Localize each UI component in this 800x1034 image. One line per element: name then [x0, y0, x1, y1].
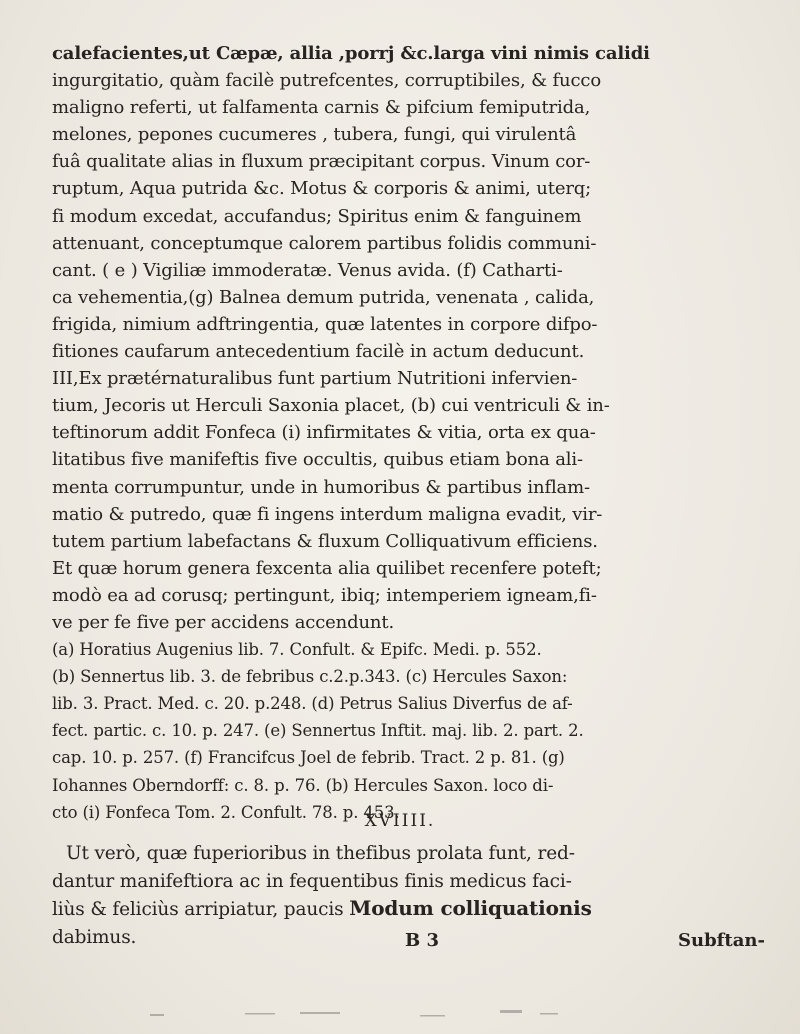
text-line: dantur manifeftiora ac in fequentibus finis medicus faci- [52, 870, 572, 892]
footnote-line: lib. 3. Pract. Med. c. 20. p.248. (d) Petrus Salius Diverfus de af- [52, 694, 573, 714]
section-number: XVIIII. [364, 811, 436, 831]
text-line: dabimus. [52, 926, 137, 948]
text-line: Ut verò, quæ fuperioribus in thefibus prolata funt, red- [66, 843, 575, 864]
text-line: ca vehementia,(g) Balnea demum putrida, venenata , calida, [52, 286, 595, 308]
text-line: maligno referti, ut falfamenta carnis & pifcium femiputrida, [52, 97, 591, 119]
paper-specks [0, 1000, 800, 1030]
catchword: Subftan- [678, 930, 765, 951]
footnote-line: cap. 10. p. 257. (f) Francifcus Joel de febrib. Tract. 2 p. 81. (g) [52, 748, 565, 768]
text-line: calefacientes,ut Cæpæ, allia ,porrj &c.larga vini nimis calidi [52, 43, 650, 64]
text-line-start: liùs & feliciùs arripiatur, paucis [52, 899, 344, 920]
text-line: modò ea ad corusq; pertingunt, ibiq; intemperiem igneam,fi- [52, 584, 597, 606]
footnote-line: (b) Sennertus lib. 3. de febribus c.2.p.343. (c) Hercules Saxon: [52, 667, 568, 687]
signature-mark: B 3 [405, 930, 440, 951]
footnote-line: fect. partic. c. 10. p. 247. (e) Sennertus Inftit. maj. lib. 2. part. 2. [52, 721, 584, 741]
text-line: matio & putredo, quæ fi ingens interdum maligna evadit, vir- [52, 503, 603, 525]
text-line: fitiones caufarum antecedentium facilè in actum deducunt. [52, 341, 585, 363]
text-line: tium, Jecoris ut Herculi Saxonia placet, (b) cui ventriculi & in- [52, 395, 610, 417]
emphasized-phrase: Modum colliquationis [349, 896, 592, 920]
text-line: melones, pepones cucumeres , tubera, fungi, qui virulentâ [52, 124, 577, 146]
text-line: teftinorum addit Fonfeca (i) infirmitates & vitia, orta ex qua- [52, 422, 596, 444]
main-text-block [52, 40, 752, 826]
text-line: III,Ex prætérnaturalibus funt partium Nutritioni infervien- [52, 368, 578, 390]
text-line: frigida, nimium adftringentia, quæ latentes in corpore difpo- [52, 313, 598, 335]
text-line: attenuant, conceptumque calorem partibus folidis communi- [52, 232, 597, 254]
text-line: menta corrumpuntur, unde in humoribus & partibus inflam- [52, 476, 590, 498]
text-line: tutem partium labefactans & fluxum Colliquativum efficiens. [52, 530, 598, 552]
page-footer [0, 930, 800, 960]
footnote-line: Iohannes Oberndorff: c. 8. p. 76. (b) Hercules Saxon. loco di- [52, 775, 554, 795]
text-line [52, 895, 752, 924]
text-line: ve per fe five per accidens accendunt. [52, 611, 395, 633]
text-line: ingurgitatio, quàm facilè putrefcentes, corruptibiles, & fucco [52, 70, 602, 92]
footnote-line: cto (i) Fonfeca Tom. 2. Confult. 78. p. 453. [52, 802, 400, 822]
text-line: cant. ( e ) Vigiliæ immoderatæ. Venus avida. (f) Catharti- [52, 259, 563, 281]
text-line: fuâ qualitate alias in fluxum præcipitant corpus. Vinum cor- [52, 151, 591, 173]
text-line: Et quæ horum genera fexcenta alia quilibet recenfere poteft; [52, 557, 602, 579]
text-line: ruptum, Aqua putrida &c. Motus & corporis & animi, uterq; [52, 178, 592, 200]
text-line: litatibus five manifeftis five occultis, quibus etiam bona ali- [52, 449, 583, 471]
text-line: fi modum excedat, accufandus; Spiritus enim & fanguinem [52, 205, 582, 227]
footnote-line: (a) Horatius Augenius lib. 7. Confult. & Epifc. Medi. p. 552. [52, 640, 542, 660]
